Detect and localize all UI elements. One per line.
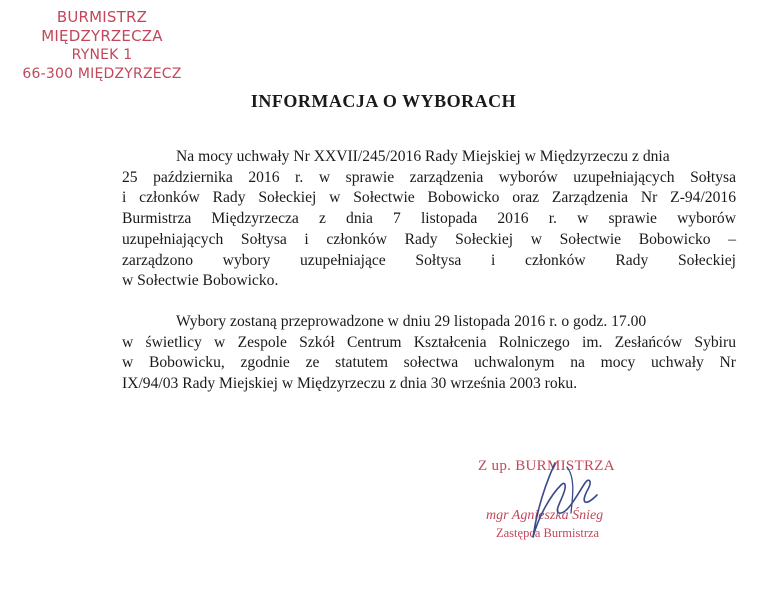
signature-role: Z up. BURMISTRZA xyxy=(478,458,615,474)
paragraph-legal-basis xyxy=(122,147,736,292)
paragraph-election-details xyxy=(122,312,736,395)
stamp-street: RYNEK 1 xyxy=(71,47,133,63)
text-line: Na mocy uchwały Nr XXVII/245/2016 Rady Miejskiej w Międzyrzeczu z dnia xyxy=(176,148,670,165)
text-line: IX/94/03 Rady Miejskiej w Międzyrzeczu z dnia 30 września 2003 roku. xyxy=(122,375,578,393)
signature-position: Zastępca Burmistrza xyxy=(496,526,600,540)
text-line: Wybory zostaną przeprowadzone w dniu 29 listopada 2016 r. o godz. 17.00 xyxy=(176,313,647,330)
handwritten-signature xyxy=(515,455,625,545)
text-line: w Bobowicku, zgodnie ze statutem sołectwa uchwalonym na mocy uchwały Nr xyxy=(122,354,736,372)
document-title: INFORMACJA O WYBORACH xyxy=(250,91,517,111)
signature-name: mgr Agnieszka Śnieg xyxy=(486,508,604,523)
office-stamp xyxy=(2,8,202,84)
text-line: i członków Rady Sołeckiej w Sołectwie Bobowicko oraz Zarządzenia Nr Z-94/2016 xyxy=(122,189,736,207)
text-line: uzupełniających Sołtysa i członków Rady Sołeckiej w Sołectwie Bobowicko – xyxy=(122,230,736,248)
stamp-office-name: BURMISTRZ MIĘDZYRZECZA xyxy=(41,8,163,45)
text-line: 25 października 2016 r. w sprawie zarządzenia wyborów uzupełniających Sołtysa xyxy=(122,168,736,186)
text-line: Burmistrza Międzyrzecza z dnia 7 listopada 2016 r. w sprawie wyborów xyxy=(122,210,736,228)
stamp-postal-city: 66-300 MIĘDZYRZECZ xyxy=(22,66,182,82)
text-line: zarządzono wybory uzupełniające Sołtysa i członków Rady Sołeckiej xyxy=(122,251,736,269)
text-line: w świetlicy w Zespole Szkół Centrum Kształcenia Rolniczego im. Zesłańców Sybiru xyxy=(122,333,736,351)
text-line: w Sołectwie Bobowicko. xyxy=(122,272,279,290)
